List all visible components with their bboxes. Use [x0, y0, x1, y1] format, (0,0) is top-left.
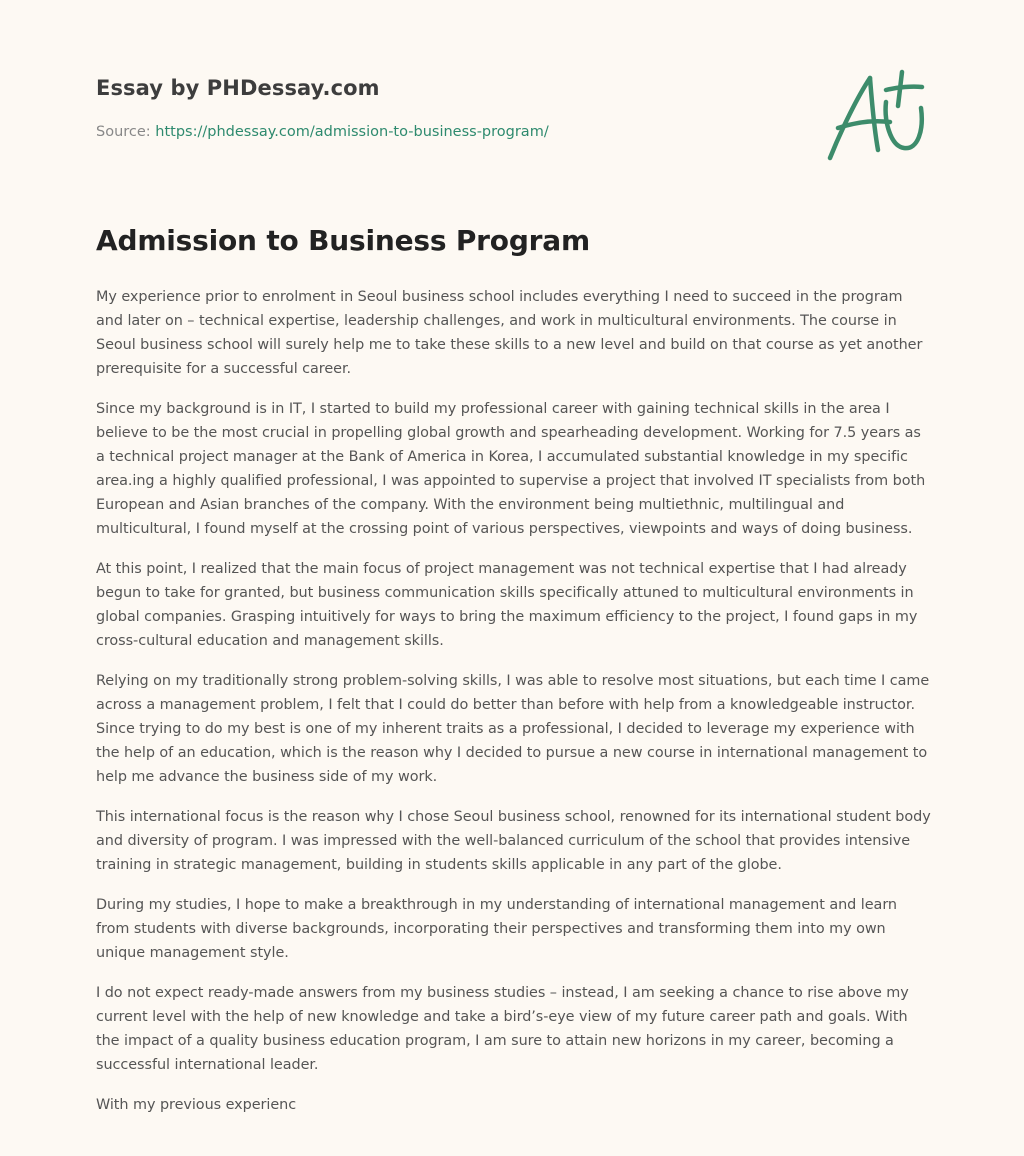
- essay-paragraph: This international focus is the reason why I chose Seoul business school, renowned for its international student body and diversity of program. I was impressed with the well-balanced curriculum of the school that provides intensive training in strategic management, building in students skills applicable in any part of the globe.: [96, 809, 931, 873]
- a-plus-logo-icon: [824, 66, 928, 166]
- essay-paragraph: I do not expect ready-made answers from my business studies – instead, I am seeking a chance to rise above my current level with the help of new knowledge and take a bird’s-eye view of my future career path and goals. With the impact of a quality business education program, I am sure to attain new horizons in my career, becoming a successful international leader.: [96, 985, 909, 1073]
- essay-paragraph: My experience prior to enrolment in Seoul business school includes everything I need to succeed in the program and later on – technical expertise, leadership challenges, and work in multicultural environments. The course in Seoul business school will surely help me to take these skills to a new level and build on that course as yet another prerequisite for a successful career.: [96, 289, 923, 377]
- essay-paragraph: Relying on my traditionally strong problem-solving skills, I was able to resolve most situations, but each time I came across a management problem, I felt that I could do better than before with help from a knowledgeable instructor. Since trying to do my best is one of my inherent traits as a professional, I decided to leverage my experience with the help of an education, which is the reason why I decided to pursue a new course in international management to help me advance the business side of my work.: [96, 673, 930, 785]
- brand-title: Essay by PHDessay.com: [96, 76, 380, 100]
- essay-paragraph: During my studies, I hope to make a breakthrough in my understanding of international management and learn from students with diverse backgrounds, incorporating their perspectives and transforming them into my own unique management style.: [96, 897, 897, 961]
- essay-body: [96, 285, 932, 1133]
- source-line: [96, 124, 549, 140]
- source-label: Source:: [96, 124, 156, 140]
- essay-paragraph: Since my background is in IT, I started to build my professional career with gaining technical skills in the area I believe to be the most crucial in propelling global growth and spearheading development. Working for 7.5 years as a technical project manager at the Bank of America in Korea, I accumulated substantial knowledge in my specific area.ing a highly qualified professional, I was appointed to supervise a project that involved IT specialists from both European and Asian branches of the company. With the environment being multiethnic, multilingual and multicultural, I found myself at the crossing point of various perspectives, viewpoints and ways of doing business.: [96, 401, 926, 537]
- essay-paragraph: With my previous experienc: [96, 1097, 297, 1113]
- essay-header: [96, 0, 928, 200]
- essay-page: [96, 0, 931, 1113]
- essay-title: Admission to Business Program: [96, 224, 590, 257]
- source-link[interactable]: https://phdessay.com/admission-to-business-program/: [155, 124, 549, 140]
- essay-paragraph: At this point, I realized that the main focus of project management was not technical expertise that I had already begun to take for granted, but business communication skills specifically attuned to multicultural environments in global companies. Grasping intuitively for ways to bring the maximum efficiency to the project, I found gaps in my cross-cultural education and management skills.: [96, 561, 918, 649]
